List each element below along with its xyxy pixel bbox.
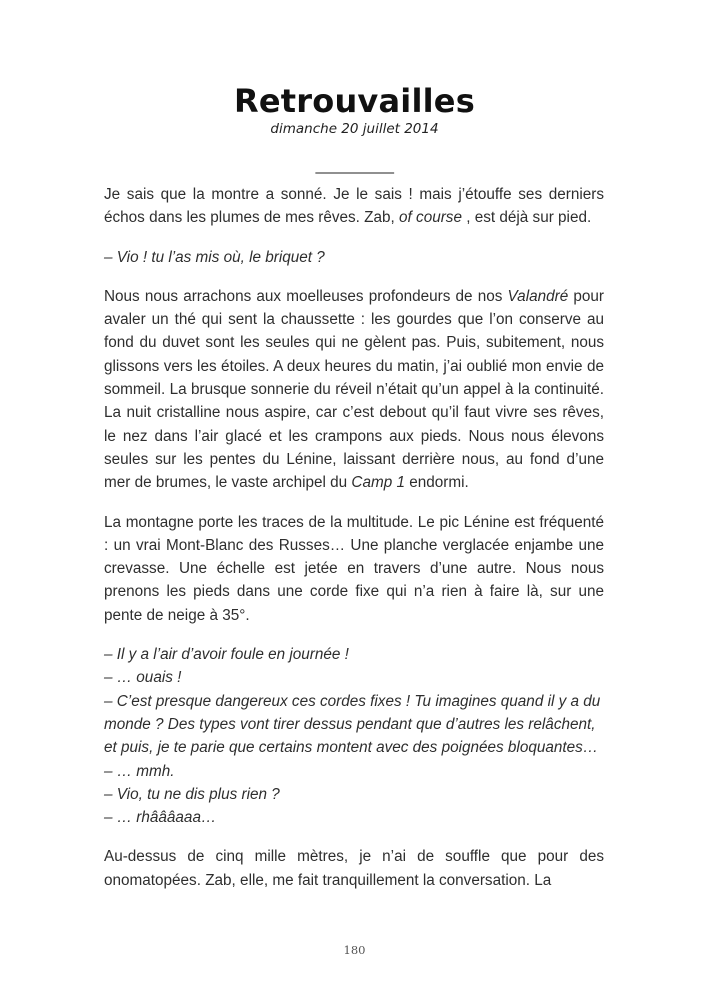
- dialogue-line: – C’est presque dangereux ces cordes fixes ! Tu imagines quand il y a du monde ? Des types vont tirer dessus pendant que d’autres les relâchent, et puis, je te parie que certains montent avec des poignées bloquantes…: [104, 692, 601, 757]
- chapter-date: dimanche 20 juillet 2014: [270, 121, 439, 137]
- paragraph-2: [104, 285, 604, 495]
- dialogue-line: – … mmh.: [104, 762, 175, 780]
- chapter-title: Retrouvailles: [234, 82, 475, 120]
- dialogue-line: – Vio, tu ne dis plus rien ?: [104, 785, 280, 803]
- page-body: [104, 183, 604, 908]
- paragraph-2-text-a: Nous nous arrachons aux moelleuses profondeurs de nos: [104, 287, 508, 305]
- paragraph-1-emphasis: of course: [399, 209, 462, 227]
- title-separator: ____________: [315, 158, 394, 174]
- dialogue-line: – … ouais !: [104, 669, 182, 687]
- page-number: 180: [343, 943, 366, 957]
- paragraph-1-text-b: , est déjà sur pied.: [461, 209, 592, 227]
- paragraph-2-emphasis-camp: Camp 1: [351, 474, 405, 492]
- dialogue-line: – Il y a l’air d’avoir foule en journée !: [104, 646, 349, 664]
- paragraph-1: [104, 183, 604, 230]
- dialogue-line-1: – Vio ! tu l’as mis où, le briquet ?: [104, 248, 325, 266]
- paragraph-4: Au-dessus de cinq mille mètres, je n’ai de souffle que pour des onomatopées. Zab, elle, me fait tranquillement la conversation. La: [104, 848, 604, 889]
- paragraph-2-text-c: endormi.: [404, 474, 469, 492]
- paragraph-2-text-b: pour avaler un thé qui sent la chaussette : les gourdes que l’on conserve au fond du duvet sont les seules qui ne gèlent pas. Puis, subitement, nous glissons vers les étoiles. A deux heures du matin, j’ai oublié mon envie de sommeil. La brusque sonnerie du réveil n’était qu’un appel à la continuité. La nuit cristalline nous aspire, car c’est debout qu’il faut vivre ses rêves, le nez dans l’air glacé et les crampons aux pieds. Nous nous élevons seules sur les pentes du Lénine, laissant derrière nous, au fond d’une mer de brumes, le vaste archipel du: [104, 287, 604, 492]
- paragraph-1-text-a: Je sais que la montre a sonné. Je le sais ! mais j’étouffe ses derniers échos dans les plumes de mes rêves. Zab,: [104, 186, 604, 227]
- paragraph-2-emphasis-valandre: Valandré: [507, 287, 569, 305]
- dialogue-block: [104, 643, 604, 829]
- dialogue-line: – … rhâââaaa…: [104, 809, 217, 827]
- paragraph-3: La montagne porte les traces de la multitude. Le pic Lénine est fréquenté : un vrai Mont-Blanc des Russes… Une planche verglacée enjambe une crevasse. Une échelle est jetée en travers d’une autre. Nous nous prenons les pieds dans une corde fixe qui n’a rien à faire là, sur une pente de neige à 35°.: [104, 513, 604, 624]
